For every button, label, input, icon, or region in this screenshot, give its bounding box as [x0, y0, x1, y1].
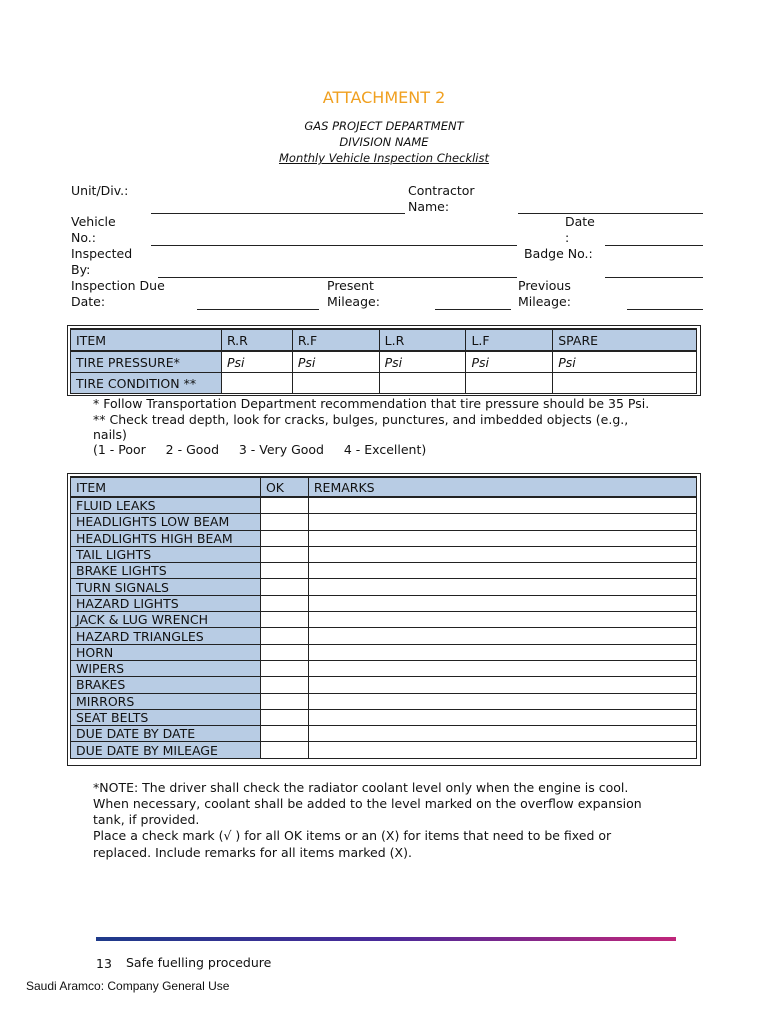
vehicle-label-2: No.: — [71, 230, 96, 245]
remarks-cell[interactable] — [308, 628, 696, 644]
table-row — [71, 497, 697, 514]
tire-condition-label: TIRE CONDITION ** — [71, 373, 222, 394]
ok-cell[interactable] — [260, 677, 308, 693]
department-name: GAS PROJECT DEPARTMENT — [304, 119, 464, 133]
page-number: 13 — [96, 956, 112, 971]
condition-rf[interactable] — [292, 373, 379, 394]
ok-cell[interactable] — [260, 742, 308, 758]
item-label: FLUID LEAKS — [71, 497, 261, 514]
item-label: MIRRORS — [71, 693, 261, 709]
item-label: TURN SIGNALS — [71, 579, 261, 595]
date-label-2: : — [565, 230, 570, 245]
tire-table — [70, 328, 697, 394]
vehicle-no-field[interactable] — [151, 245, 517, 246]
previous-label-1: Previous — [518, 278, 571, 293]
psi-rr[interactable]: Psi — [221, 351, 292, 373]
ok-cell[interactable] — [260, 726, 308, 742]
items-table-header — [71, 477, 697, 497]
ok-cell[interactable] — [260, 595, 308, 611]
due-label-1: Inspection Due — [71, 278, 165, 293]
item-label: JACK & LUG WRENCH — [71, 612, 261, 628]
tire-table-header — [71, 329, 697, 351]
tire-note-2b: nails) — [93, 427, 127, 442]
footer-divider — [96, 937, 676, 941]
vehicle-label-1: Vehicle — [71, 214, 116, 229]
ok-cell[interactable] — [260, 546, 308, 562]
item-label: HAZARD LIGHTS — [71, 595, 261, 611]
present-mileage-field[interactable] — [435, 309, 511, 310]
table-row — [71, 579, 697, 595]
classification-label: Saudi Aramco: Company General Use — [26, 979, 230, 993]
date-label-1: Date — [565, 214, 595, 229]
remarks-cell[interactable] — [308, 546, 696, 562]
item-label: HEADLIGHTS HIGH BEAM — [71, 530, 261, 546]
remarks-cell[interactable] — [308, 563, 696, 579]
badge-label: Badge No.: — [524, 246, 593, 261]
ok-cell[interactable] — [260, 709, 308, 725]
tire-note-2a: ** Check tread depth, look for cracks, bulges, punctures, and imbedded objects (e.g., — [93, 412, 629, 427]
table-row — [71, 709, 697, 725]
table-row — [71, 514, 697, 530]
col-rr: R.R — [221, 329, 292, 351]
psi-spare[interactable]: Psi — [553, 351, 697, 373]
contractor-label-2: Name: — [408, 199, 450, 214]
condition-lr[interactable] — [379, 373, 466, 394]
remarks-cell[interactable] — [308, 677, 696, 693]
col-rf: R.F — [292, 329, 379, 351]
ok-cell[interactable] — [260, 579, 308, 595]
table-row — [71, 628, 697, 644]
remarks-cell[interactable] — [308, 530, 696, 546]
ok-cell[interactable] — [260, 693, 308, 709]
division-name: DIVISION NAME — [339, 135, 429, 149]
col-ok: OK — [260, 477, 308, 497]
col-lf: L.F — [466, 329, 553, 351]
inspection-due-date-field[interactable] — [197, 309, 319, 310]
table-row — [71, 644, 697, 660]
inspected-label-1: Inspected — [71, 246, 133, 261]
remarks-cell[interactable] — [308, 726, 696, 742]
remarks-cell[interactable] — [308, 595, 696, 611]
previous-mileage-field[interactable] — [627, 309, 703, 310]
table-row — [71, 677, 697, 693]
table-row — [71, 563, 697, 579]
note-line-1: *NOTE: The driver shall check the radiator coolant level only when the engine is cool. — [93, 780, 629, 795]
previous-label-2: Mileage: — [518, 294, 571, 309]
note-line-5: replaced. Include remarks for all items marked (X). — [93, 845, 412, 860]
contractor-label-1: Contractor — [408, 183, 475, 198]
table-row — [71, 726, 697, 742]
remarks-cell[interactable] — [308, 612, 696, 628]
item-label: HORN — [71, 644, 261, 660]
remarks-cell[interactable] — [308, 579, 696, 595]
remarks-cell[interactable] — [308, 514, 696, 530]
document-name: Safe fuelling procedure — [126, 955, 272, 970]
inspected-label-2: By: — [71, 262, 91, 277]
remarks-cell[interactable] — [308, 497, 696, 514]
form-title: Monthly Vehicle Inspection Checklist — [278, 151, 490, 165]
contractor-name-field[interactable] — [518, 213, 703, 214]
badge-no-field[interactable] — [605, 277, 703, 278]
present-label-1: Present — [327, 278, 374, 293]
item-label: HAZARD TRIANGLES — [71, 628, 261, 644]
item-label: WIPERS — [71, 660, 261, 676]
items-table — [70, 476, 697, 759]
condition-lf[interactable] — [466, 373, 553, 394]
tire-note-1: * Follow Transportation Department recommendation that tire pressure should be 35 Psi. — [93, 396, 650, 411]
due-label-2: Date: — [71, 294, 106, 309]
psi-rf[interactable]: Psi — [292, 351, 379, 373]
ok-cell[interactable] — [260, 644, 308, 660]
ok-cell[interactable] — [260, 628, 308, 644]
item-label: DUE DATE BY MILEAGE — [71, 742, 261, 758]
unit-div-label: Unit/Div.: — [71, 183, 129, 198]
table-row — [71, 612, 697, 628]
remarks-cell[interactable] — [308, 693, 696, 709]
table-row — [71, 530, 697, 546]
note-line-3: tank, if provided. — [93, 812, 200, 827]
tire-pressure-row — [71, 351, 697, 373]
condition-spare[interactable] — [553, 373, 697, 394]
ok-cell[interactable] — [260, 612, 308, 628]
remarks-cell[interactable] — [308, 742, 696, 758]
col-spare: SPARE — [553, 329, 697, 351]
item-label: SEAT BELTS — [71, 709, 261, 725]
rating-scale: (1 - Poor 2 - Good 3 - Very Good 4 - Excellent) — [93, 442, 427, 457]
item-label: TAIL LIGHTS — [71, 546, 261, 562]
item-label: DUE DATE BY DATE — [71, 726, 261, 742]
psi-lf[interactable]: Psi — [466, 351, 553, 373]
psi-lr[interactable]: Psi — [379, 351, 466, 373]
col-lr: L.R — [379, 329, 466, 351]
item-label: BRAKE LIGHTS — [71, 563, 261, 579]
ok-cell[interactable] — [260, 563, 308, 579]
table-row — [71, 742, 697, 758]
condition-rr[interactable] — [221, 373, 292, 394]
remarks-cell[interactable] — [308, 644, 696, 660]
ok-cell[interactable] — [260, 530, 308, 546]
attachment-title: ATTACHMENT 2 — [322, 88, 446, 107]
note-line-2: When necessary, coolant shall be added to the level marked on the overflow expansion — [93, 796, 642, 811]
unit-div-field[interactable] — [151, 213, 405, 214]
item-label: HEADLIGHTS LOW BEAM — [71, 514, 261, 530]
note-line-4: Place a check mark (√ ) for all OK items or an (X) for items that need to be fixed or — [93, 828, 612, 843]
table-row — [71, 546, 697, 562]
tire-condition-row — [71, 373, 697, 394]
col-item: ITEM — [71, 329, 222, 351]
col-item: ITEM — [71, 477, 261, 497]
item-label: BRAKES — [71, 677, 261, 693]
table-row — [71, 595, 697, 611]
remarks-cell[interactable] — [308, 709, 696, 725]
tire-pressure-label: TIRE PRESSURE* — [71, 351, 222, 373]
date-field[interactable] — [605, 245, 703, 246]
ok-cell[interactable] — [260, 514, 308, 530]
ok-cell[interactable] — [260, 497, 308, 514]
ok-cell[interactable] — [260, 660, 308, 676]
table-row — [71, 693, 697, 709]
present-label-2: Mileage: — [327, 294, 380, 309]
table-row — [71, 660, 697, 676]
remarks-cell[interactable] — [308, 660, 696, 676]
col-remarks: REMARKS — [308, 477, 696, 497]
